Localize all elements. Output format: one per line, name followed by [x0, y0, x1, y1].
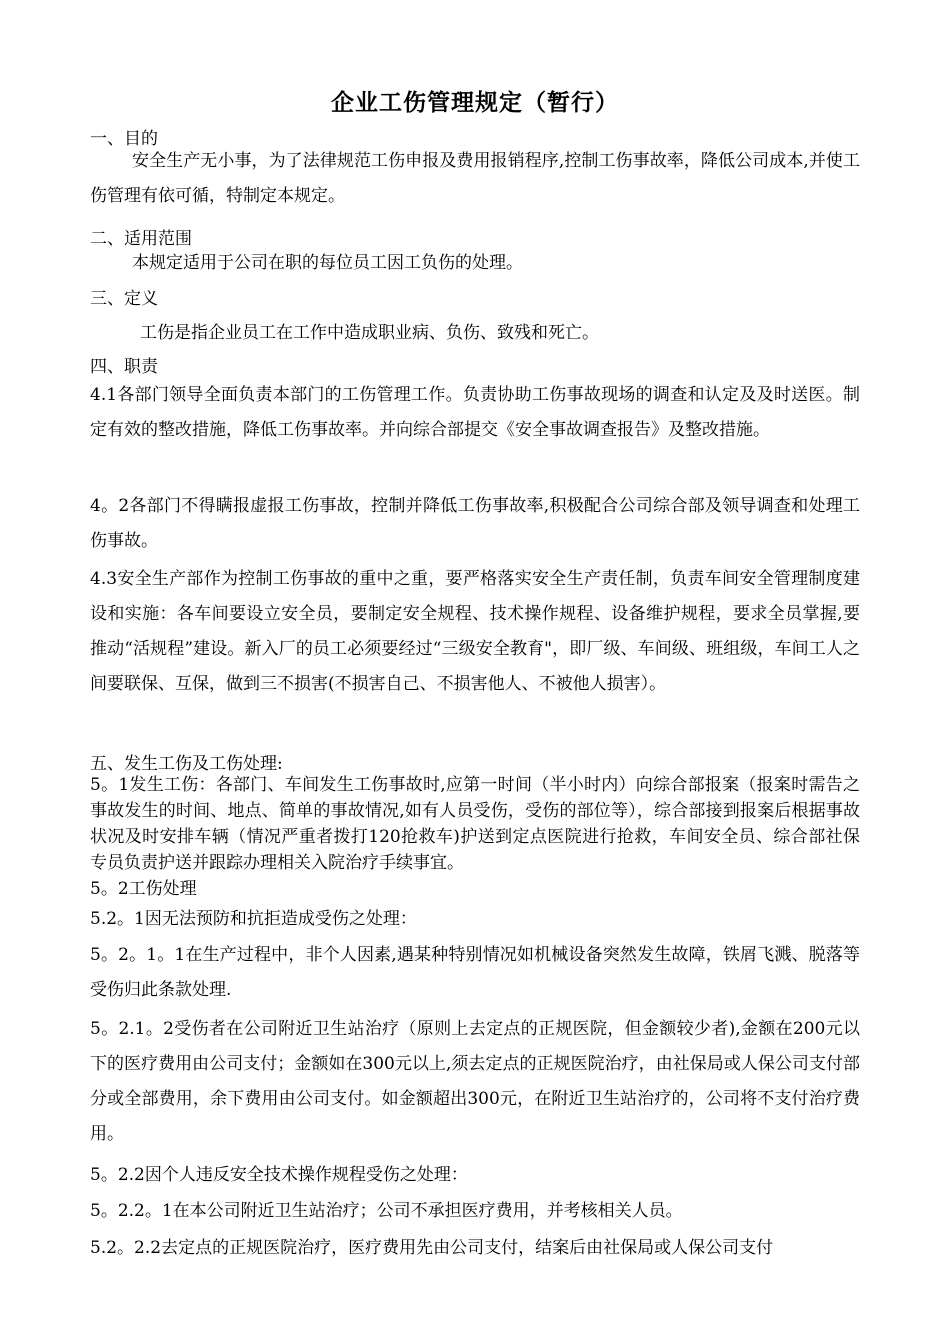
- paragraph-5-1: 5。1发生工伤：各部门、车间发生工伤事故时,应第一时间（半小时内）向综合部报案（报案时需告之事故发生的时间、地点、简单的事故情况,如有人员受伤，受伤的部位等），综合部接到报案后根据事故状况及时安排车辆（情况严重者拨打120抢救车)护送到定点医院进行抢救，车间安全员、综合部社保专员负责护送并跟踪办理相关入院治疗手续事宜。: [90, 775, 860, 873]
- section-heading-responsibility: 四、职责: [90, 357, 158, 377]
- paragraph-5-2-2: 5。2.2因个人违反安全技术操作规程受伤之处理：: [90, 1165, 468, 1185]
- paragraph-5-2-1: 5.2。1因无法预防和抗拒造成受伤之处理：: [90, 909, 417, 929]
- paragraph-4-3: 4.3安全生产部作为控制工伤事故的重中之重，要严格落实安全生产责任制，负责车间安全管理制度建设和实施：各车间要设立安全员，要制定安全规程、技术操作规程、设备维护规程，要求全员掌握,要推动“活规程”建设。新入厂的员工必须要经过“三级安全教育"，即厂级、车间级、班组级，车间工人之间要联保、互保，做到三不损害(不损害自己、不损害他人、不被他人损害）。: [90, 569, 860, 694]
- section-body-definition: 工伤是指企业员工在工作中造成职业病、负伤、致残和死亡。: [140, 323, 599, 343]
- section-heading-definition: 三、定义: [90, 289, 158, 309]
- section-heading-purpose: 一、目的: [90, 129, 158, 149]
- document-title: 企业工伤管理规定（暂行）: [331, 89, 619, 116]
- paragraph-5-2: 5。2工伤处理: [90, 879, 197, 899]
- section-heading-scope: 二、适用范围: [90, 229, 192, 249]
- section-heading-injury-handling: 五、发生工伤及工伤处理:: [90, 754, 283, 774]
- paragraph-5-2-2-1: 5。2.2。1在本公司附近卫生站治疗；公司不承担医疗费用，并考核相关人员。: [90, 1201, 683, 1221]
- section-body-purpose: 安全生产无小事，为了法律规范工伤申报及费用报销程序,控制工伤事故率，降低公司成本,并使工伤管理有依可循，特制定本规定。: [90, 151, 860, 206]
- paragraph-5-2-1-2: 5。2.1。2受伤者在公司附近卫生站治疗（原则上去定点的正规医院，但金额较少者),金额在200元以下的医疗费用由公司支付；金额如在300元以上,须去定点的正规医院治疗，由社保局或人保公司支付部分或全部费用，余下费用由公司支付。如金额超出300元，在附近卫生站治疗的，公司将不支付治疗费用。: [90, 1019, 860, 1144]
- paragraph-5-2-1-1: 5。2。1。1在生产过程中，非个人因素,遇某种特别情况如机械设备突然发生故障，铁屑飞溅、脱落等受伤归此条款处理.: [90, 945, 860, 1000]
- section-body-scope: 本规定适用于公司在职的每位员工因工负伤的处理。: [132, 253, 523, 273]
- paragraph-4-2: 4。2各部门不得瞒报虚报工伤事故，控制并降低工伤事故率,积极配合公司综合部及领导调查和处理工伤事故。: [90, 496, 860, 551]
- paragraph-4-1: 4.1各部门领导全面负责本部门的工伤管理工作。负责协助工伤事故现场的调查和认定及及时送医。制定有效的整改措施，降低工伤事故率。并向综合部提交《安全事故调查报告》及整改措施。: [90, 385, 860, 440]
- paragraph-5-2-2-2: 5.2。2.2去定点的正规医院治疗，医疗费用先由公司支付，结案后由社保局或人保公司支付: [90, 1238, 774, 1258]
